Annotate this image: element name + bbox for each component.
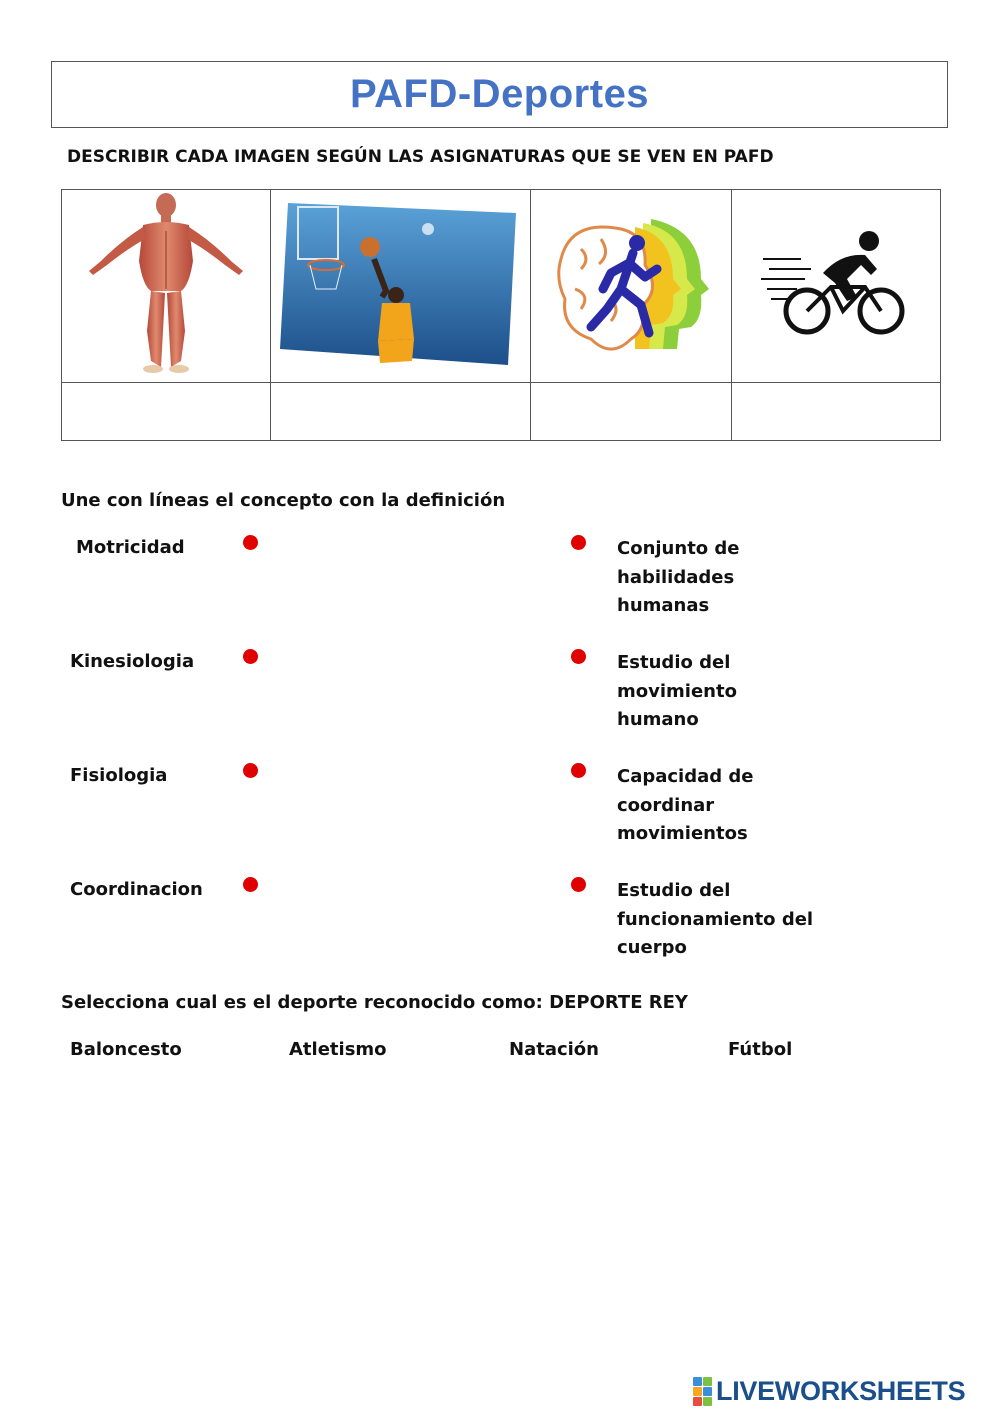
logo-mark-icon xyxy=(693,1377,712,1406)
concept-label: Kinesiologia xyxy=(70,651,195,672)
cyclist-silhouette-icon xyxy=(761,229,911,339)
definition-text xyxy=(617,649,847,735)
concept-dot[interactable] xyxy=(243,535,258,550)
title-box xyxy=(51,61,948,128)
definition-dot[interactable] xyxy=(571,877,586,892)
option-natacion[interactable]: Natación xyxy=(509,1039,599,1060)
definition-text xyxy=(617,535,847,621)
answer-cell-1[interactable] xyxy=(62,383,271,441)
definition-line: Conjunto de xyxy=(617,538,740,559)
image-cell-4 xyxy=(732,190,941,383)
image-cell-1 xyxy=(62,190,271,383)
definition-line: coordinar xyxy=(617,794,715,816)
concept-dot[interactable] xyxy=(243,649,258,664)
page-title: PAFD-Deportes xyxy=(349,72,650,116)
definition-line: funcionamiento del xyxy=(617,908,814,930)
option-futbol[interactable]: Fútbol xyxy=(728,1039,793,1060)
concept-label: Motricidad xyxy=(76,537,185,558)
answer-cell-2[interactable] xyxy=(271,383,531,441)
definition-line: Estudio del xyxy=(617,880,731,901)
definition-line: movimiento xyxy=(617,680,737,702)
definition-line: Estudio del xyxy=(617,652,731,673)
definition-line: movimientos xyxy=(617,823,748,844)
definition-text xyxy=(617,763,847,849)
image-table xyxy=(61,189,941,441)
option-atletismo[interactable]: Atletismo xyxy=(289,1039,387,1060)
definition-dot[interactable] xyxy=(571,649,586,664)
definition-line: habilidades xyxy=(617,566,735,588)
definition-line: cuerpo xyxy=(617,937,687,958)
option-baloncesto[interactable]: Baloncesto xyxy=(70,1039,182,1060)
concept-dot[interactable] xyxy=(243,763,258,778)
basketball-dunk-photo-icon xyxy=(278,199,523,369)
matching-heading: Une con líneas el concepto con la definición xyxy=(61,490,506,511)
concept-label: Fisiologia xyxy=(70,765,168,786)
brain-runner-heads-icon xyxy=(551,209,711,359)
definition-dot[interactable] xyxy=(571,763,586,778)
human-muscle-anatomy-icon xyxy=(81,191,251,377)
concept-dot[interactable] xyxy=(243,877,258,892)
concept-label: Coordinacion xyxy=(70,879,203,900)
definition-line: humano xyxy=(617,709,699,730)
image-cell-2 xyxy=(271,190,531,383)
instruction-text: DESCRIBIR CADA IMAGEN SEGÚN LAS ASIGNATURAS QUE SE VEN EN PAFD xyxy=(67,147,774,167)
question-heading: Selecciona cual es el deporte reconocido como: DEPORTE REY xyxy=(61,992,688,1013)
image-cell-3 xyxy=(531,190,732,383)
definition-line: humanas xyxy=(617,595,710,616)
definition-text xyxy=(617,877,847,963)
answer-cell-3[interactable] xyxy=(531,383,732,441)
answer-cell-4[interactable] xyxy=(732,383,941,441)
definition-dot[interactable] xyxy=(571,535,586,550)
liveworksheets-logo xyxy=(693,1376,965,1407)
logo-text: LIVEWORKSHEETS xyxy=(716,1376,966,1406)
definition-line: Capacidad de xyxy=(617,766,754,787)
